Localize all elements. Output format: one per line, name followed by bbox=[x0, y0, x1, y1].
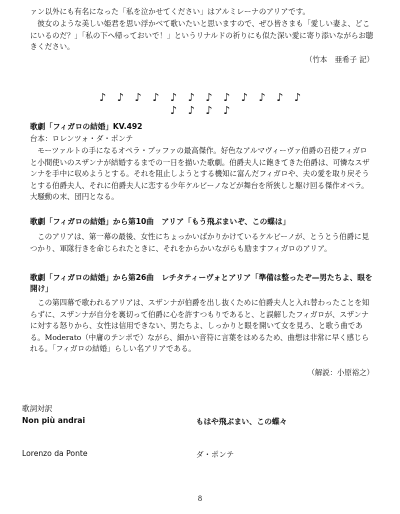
intro-credit: （竹本 亜希子 記） bbox=[305, 55, 374, 64]
intro-paragraph-1: ァン以外にも有名になった「私を泣かせてください」はアルミレーナのアリアです。 bbox=[30, 7, 310, 16]
lyrics-heading: 歌詞対訳 bbox=[22, 404, 53, 413]
section-opera-description: モーツァルトの手になるオペラ・ブッファの最高傑作。好色なアルマヴィーヴァ伯爵の召使フィガロと小間使いのスザンナが結婚するまでの一日を描いた歌劇。伯爵夫人に飽きてきた伯爵は、可憐なスザンナを手中に収めようとする。それを阻止しようとする機知に富んだフィガロや、夫の愛を取り戻そうとする伯爵夫人、それに伯爵夫人に恋する少年ケルビーノなどが舞台を所狭しと駆け回る傑作オペラ。大騒動の末、団円となる。 bbox=[30, 146, 370, 202]
lyrics-translated-title: もはや飛ぶまい、この蝶々 bbox=[196, 417, 288, 426]
section-aria-10-description: このアリアは、第一幕の最後、女性にちょっかいばかりかけているケルビーノが、とうとう伯爵に見つかり、軍隊行きを命じられたときに、それをからかいながらも励ますフィガロのアリア。 bbox=[30, 232, 369, 253]
section-libretto: 台本：ロレンツォ・ダ・ポンテ bbox=[30, 134, 133, 143]
page-number: 8 bbox=[198, 494, 202, 503]
lyrics-original-title: Non più andrai bbox=[22, 416, 86, 425]
lyrics-original-author: Lorenzo da Ponte bbox=[22, 449, 88, 458]
intro-paragraph-2: 彼女のような美しい姫君を思い浮かべて歌いたいと思いますので、ぜひ皆さまも「愛しい妻よ、どこにいるのだ？」「私の下へ帰っておいで！」というリナルドの祈りにも似た深い愛に寄り添いながらお聴きください。 bbox=[30, 19, 374, 52]
section-title-aria-10: 歌劇「フィガロの結婚」から第10曲 アリア「もう飛ぶまいぞ、この蝶は」 bbox=[30, 217, 291, 226]
lyrics-translated-author: ダ・ポンテ bbox=[196, 450, 234, 459]
section-title-aria-26: 歌劇「フィガロの結婚」から第26曲 レチタティーヴォとアリア「準備は整ったぞ—男たちよ、眼を開け」 bbox=[30, 273, 373, 294]
section-aria-26-description: この第四幕で歌われるアリアは、スザンナが伯爵を出し抜くために伯爵夫人と入れ替わったことを知らずに、スザンナが自分を裏切って伯爵に心を許すつもりであると、と誤解したフィガロが、スザンナに対する怒りから、女性は信用できない、男たちよ、しっかりと眼を開いて女を見ろ、と歌う曲である。Moderato（中庸のテンポで）ながら、細かい音符に言葉をはめるため、曲想は非常に早く感じられる。「フィガロの結婚」らしい名アリアである。 bbox=[30, 298, 370, 354]
music-note-divider: ♪ ♪ ♪ ♪ ♪ ♪ ♪ ♪ ♪ ♪ ♪ ♪ ♪ ♪ ♪ ♪ bbox=[99, 91, 305, 117]
section-title-opera: 歌劇「フィガロの結婚」KV.492 bbox=[30, 122, 143, 131]
commentary-credit: （解説：小原裕之） bbox=[307, 368, 374, 377]
